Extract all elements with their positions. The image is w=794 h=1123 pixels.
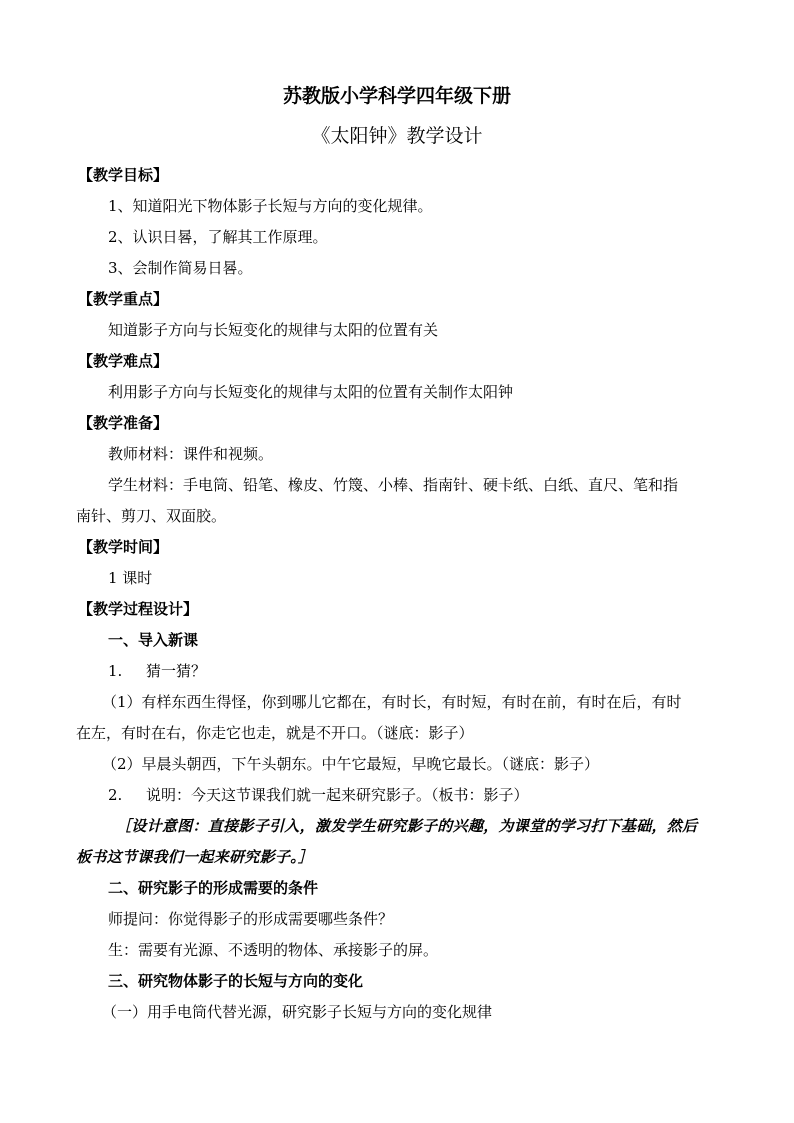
section2-answer: 生：需要有光源、不透明的物体、承接影子的屏。 <box>108 941 439 959</box>
objective-item: 1、知道阳光下物体影子长短与方向的变化规律。 <box>108 197 433 215</box>
document-subtitle: 《太阳钟》教学设计 <box>311 125 483 147</box>
section1-title: 一、导入新课 <box>108 631 199 649</box>
item-text: 猜一猜？ <box>146 662 207 680</box>
process-heading: 【教学过程设计】 <box>78 600 199 618</box>
item-number: 2. <box>108 786 123 804</box>
design-intent-line2: 板书这节课我们一起来研究影子。］ <box>76 848 314 866</box>
section1-item2 <box>76 780 718 811</box>
riddle1-line1: （1）有样东西生得怪，你到哪儿它都在，有时长，有时短，有时在前，有时在后，有时 <box>102 693 682 711</box>
item-number: 1. <box>108 662 123 680</box>
time-text: 1 课时 <box>108 569 153 587</box>
section1-item1 <box>76 656 718 687</box>
section3-title: 三、研究物体影子的长短与方向的变化 <box>108 972 364 990</box>
key-points-text: 知道影子方向与长短变化的规律与太阳的位置有关 <box>108 321 439 339</box>
item-text: 说明：今天这节课我们就一起来研究影子。（板书：影子） <box>146 786 529 804</box>
student-materials-line1: 学生材料：手电筒、铅笔、橡皮、竹篾、小棒、指南针、硬卡纸、白纸、直尺、笔和指 <box>108 476 679 494</box>
section3-sub1: （一）用手电筒代替光源，研究影子长短与方向的变化规律 <box>102 1003 493 1021</box>
teacher-materials: 教师材料：课件和视频。 <box>108 445 274 463</box>
riddle1-line2: 在左，有时在右，你走它也走，就是不开口。（谜底：影子） <box>76 724 474 742</box>
preparation-heading: 【教学准备】 <box>78 414 169 432</box>
design-intent-line1: ［设计意图：直接影子引入，激发学生研究影子的兴趣，为课堂的学习打下基础，然后 <box>116 817 698 835</box>
objective-item: 2、认识日晷，了解其工作原理。 <box>108 228 328 246</box>
riddle2: （2）早晨头朝西，下午头朝东。中午它最短，早晚它最长。（谜底：影子） <box>102 755 600 773</box>
section2-question: 师提问：你觉得影子的形成需要哪些条件？ <box>108 910 394 928</box>
objective-item: 3、会制作简易日晷。 <box>108 259 253 277</box>
time-heading: 【教学时间】 <box>78 538 169 556</box>
section2-title: 二、研究影子的形成需要的条件 <box>108 879 319 897</box>
difficult-points-heading: 【教学难点】 <box>78 352 169 370</box>
difficult-points-text: 利用影子方向与长短变化的规律与太阳的位置有关制作太阳钟 <box>108 383 514 401</box>
student-materials-line2: 南针、剪刀、双面胶。 <box>76 507 227 525</box>
document-title: 苏教版小学科学四年级下册 <box>282 85 511 107</box>
objectives-heading: 【教学目标】 <box>78 166 169 184</box>
key-points-heading: 【教学重点】 <box>78 290 169 308</box>
